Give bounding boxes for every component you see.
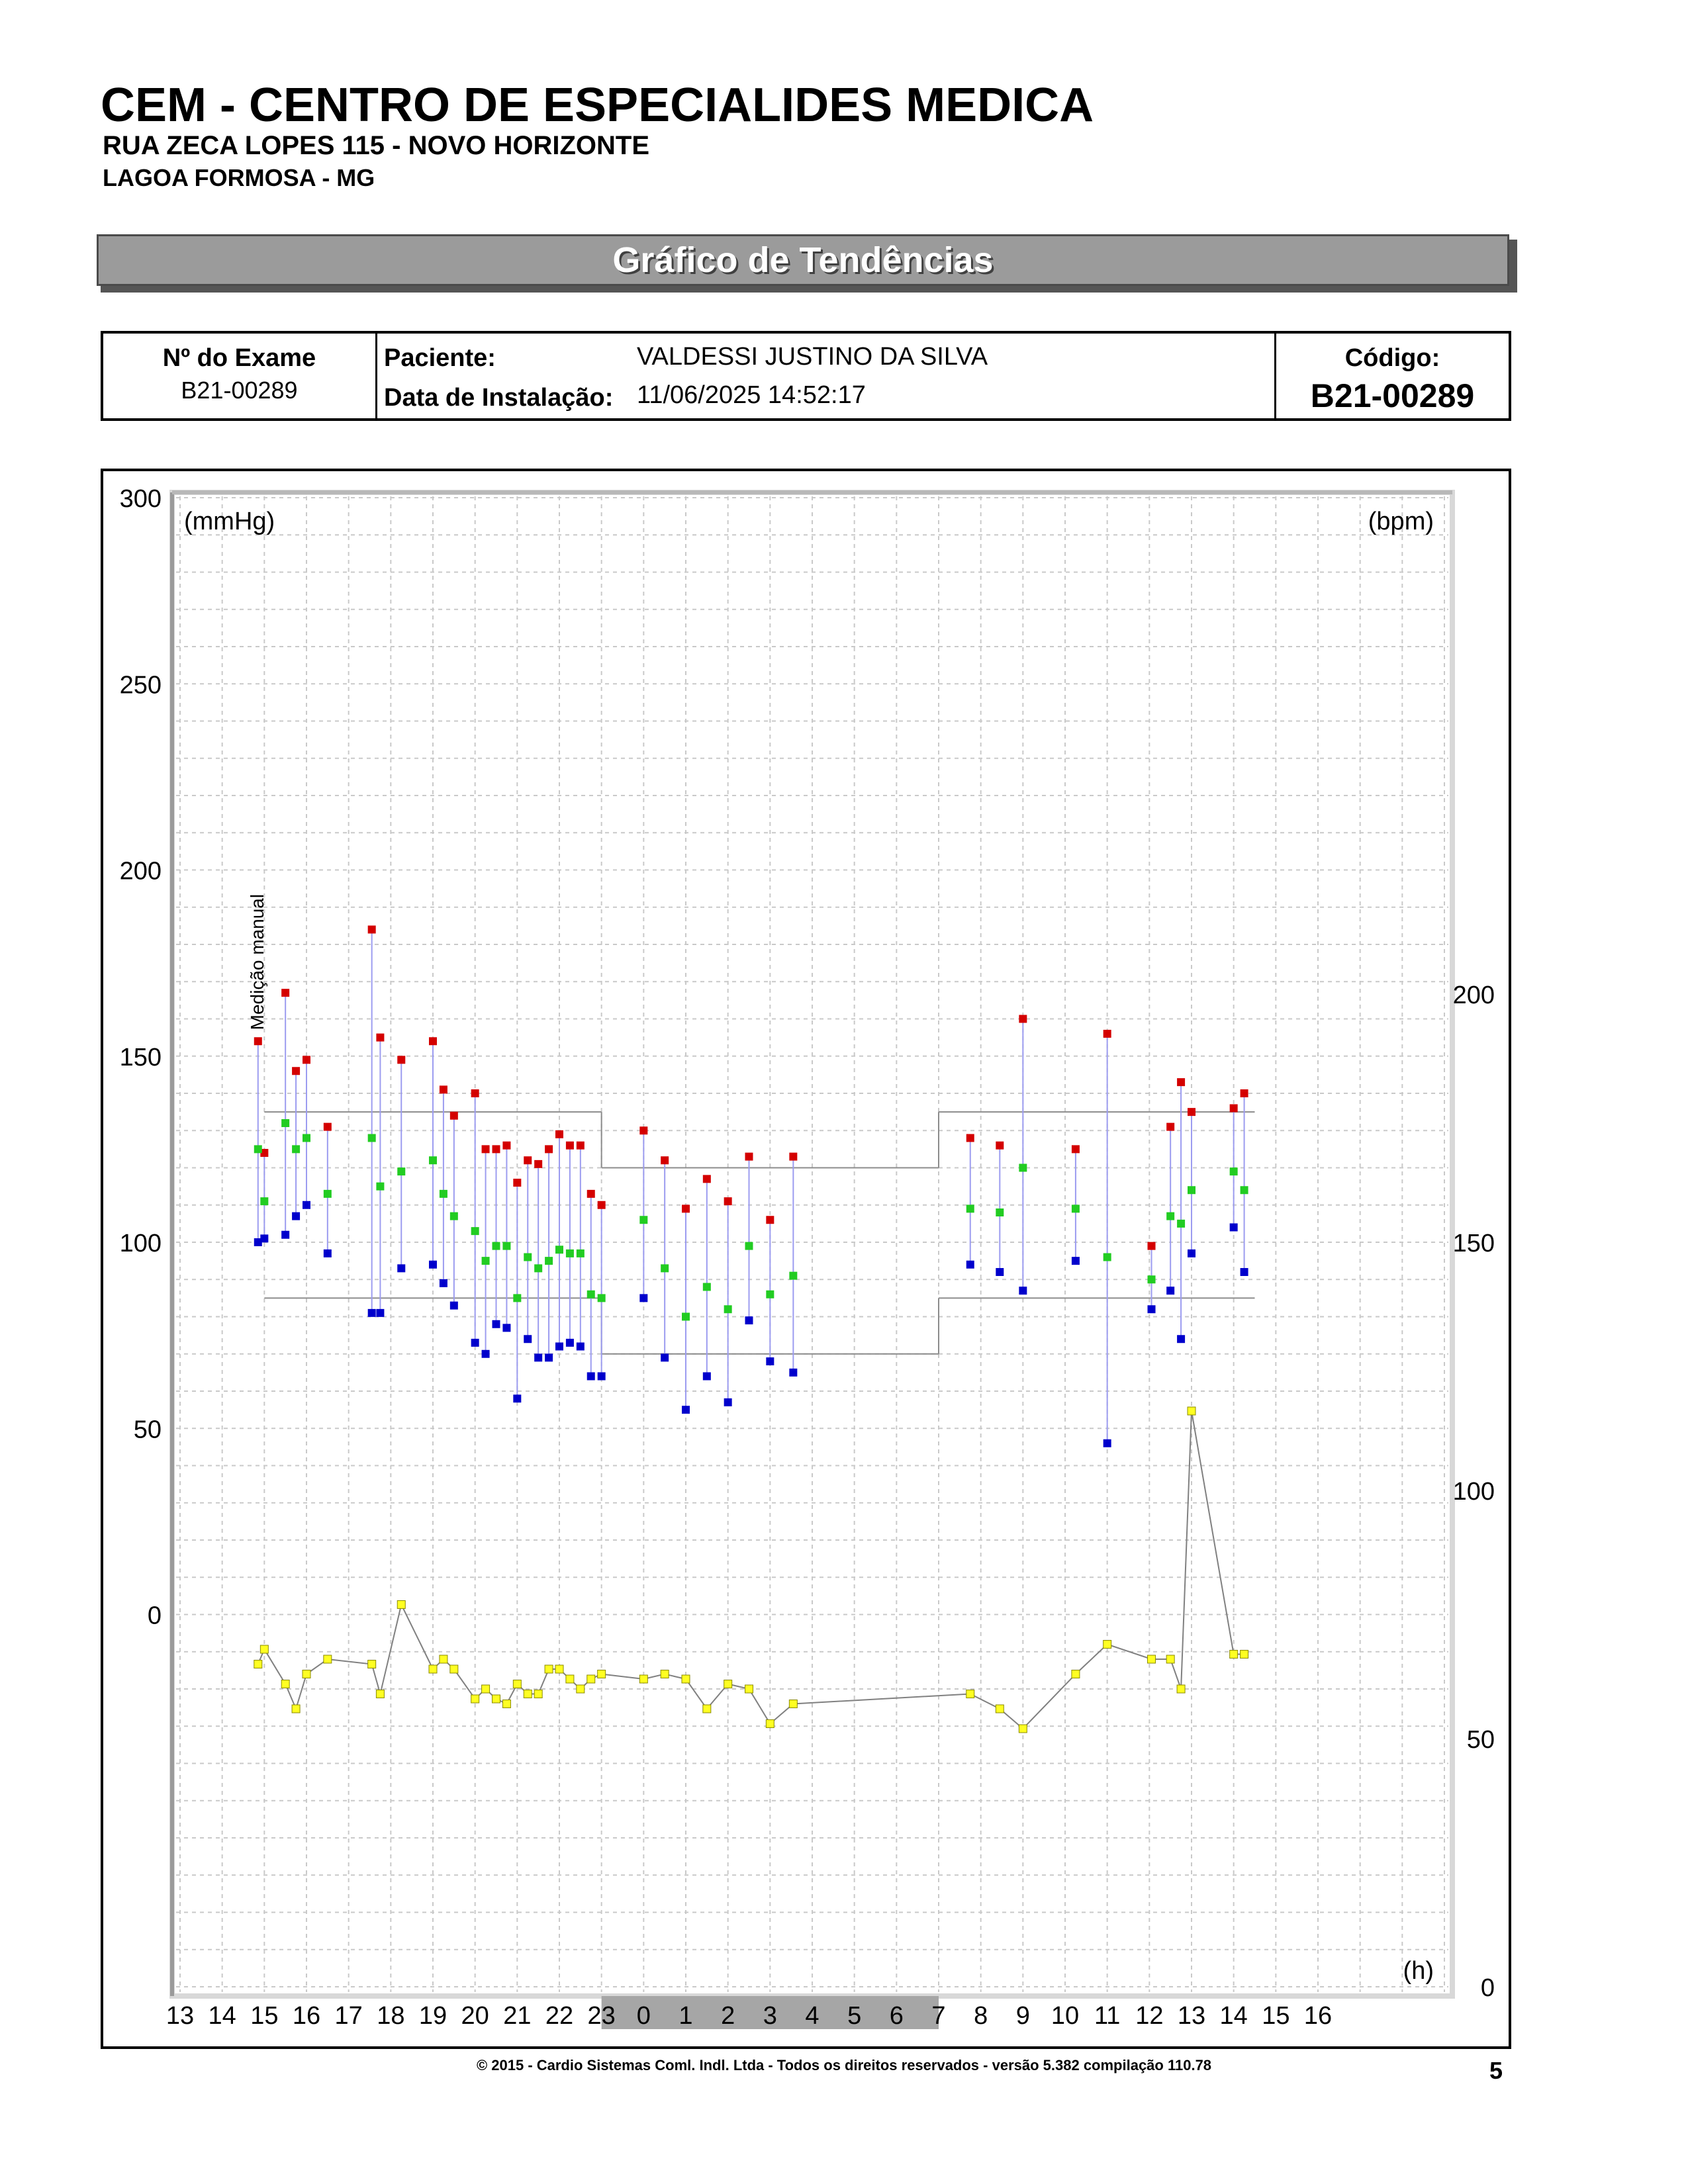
x-axis-tick-label: 3 [763, 2002, 777, 2030]
mean-point [482, 1257, 490, 1265]
x-axis-tick-label: 22 [545, 2002, 574, 2030]
mean-point [789, 1272, 797, 1280]
mean-point [745, 1242, 753, 1250]
systolic-point [598, 1201, 606, 1209]
heart-rate-point [482, 1685, 490, 1693]
heart-rate-point [703, 1705, 711, 1713]
diastolic-point [482, 1350, 490, 1358]
right-axis-tick-label: 0 [1480, 1974, 1495, 2002]
heart-rate-point [450, 1665, 458, 1673]
x-axis-tick-label: 13 [1177, 2002, 1206, 2030]
systolic-point [661, 1156, 669, 1164]
heart-rate-point [789, 1700, 797, 1708]
heart-rate-point [1072, 1670, 1080, 1678]
mean-point [1188, 1186, 1196, 1194]
mean-point [397, 1167, 405, 1175]
heart-rate-point [587, 1675, 595, 1683]
diastolic-point [397, 1264, 405, 1272]
diastolic-point [545, 1353, 553, 1361]
diastolic-point [376, 1309, 384, 1317]
x-axis-tick-label: 1 [679, 2002, 693, 2030]
heart-rate-point [376, 1690, 384, 1698]
heart-rate-point [996, 1705, 1004, 1713]
systolic-point [429, 1037, 437, 1045]
systolic-point [303, 1056, 310, 1064]
diastolic-point [996, 1268, 1004, 1276]
clinic-name: CEM - CENTRO DE ESPECIALIDES MEDICA [101, 79, 1094, 132]
diastolic-point [524, 1335, 532, 1343]
systolic-point [492, 1145, 500, 1153]
diastolic-point [966, 1261, 974, 1269]
mean-point [471, 1227, 479, 1235]
left-axis-tick-label: 50 [133, 1416, 162, 1444]
systolic-point [1072, 1145, 1080, 1153]
heart-rate-point [429, 1665, 437, 1673]
systolic-point [254, 1037, 262, 1045]
mean-point [545, 1257, 553, 1265]
left-axis-tick-label: 0 [147, 1602, 162, 1630]
diastolic-point [555, 1343, 563, 1351]
mean-point [534, 1264, 542, 1272]
diastolic-point [1148, 1305, 1156, 1313]
systolic-point [566, 1142, 574, 1150]
systolic-point [1241, 1089, 1248, 1097]
mean-point [766, 1291, 774, 1298]
heart-rate-point [534, 1690, 542, 1698]
heart-rate-point [513, 1680, 521, 1688]
x-axis-tick-label: 8 [974, 2002, 988, 2030]
heart-rate-point [577, 1685, 585, 1693]
systolic-point [545, 1145, 553, 1153]
left-axis-unit: (mmHg) [184, 508, 275, 535]
diastolic-point [450, 1302, 458, 1310]
x-axis-tick-label: 16 [292, 2002, 321, 2030]
diastolic-point [429, 1261, 437, 1269]
heart-rate-point [555, 1665, 563, 1673]
systolic-point [281, 989, 289, 997]
patient-name: VALDESSI JUSTINO DA SILVA [637, 343, 988, 371]
report-title: Gráfico de Tendências [612, 240, 994, 280]
x-axis-tick-label: 2 [721, 2002, 735, 2030]
heart-rate-point [1241, 1651, 1248, 1659]
mean-point [1072, 1205, 1080, 1212]
x-axis-tick-label: 21 [503, 2002, 532, 2030]
heart-rate-point [1166, 1655, 1174, 1663]
heart-rate-point [502, 1700, 510, 1708]
mean-point [1103, 1253, 1111, 1261]
heart-rate-point [368, 1661, 376, 1668]
systolic-point [1166, 1123, 1174, 1131]
heart-rate-point [1019, 1725, 1027, 1733]
report-banner [97, 234, 1509, 286]
heart-rate-point [397, 1601, 405, 1609]
systolic-point [502, 1142, 510, 1150]
x-axis-unit: (h) [1403, 1957, 1434, 1985]
mean-point [524, 1253, 532, 1261]
mean-point [1241, 1186, 1248, 1194]
heart-rate-point [254, 1661, 262, 1668]
heart-rate-point [440, 1655, 447, 1663]
x-axis-tick-label: 14 [1219, 2002, 1248, 2030]
x-axis-tick-label: 19 [418, 2002, 447, 2030]
diastolic-point [703, 1373, 711, 1381]
mean-point [1166, 1212, 1174, 1220]
code-value: B21-00289 [1310, 377, 1475, 414]
systolic-point [368, 926, 376, 934]
heart-rate-point [1188, 1407, 1196, 1415]
diastolic-point [368, 1309, 376, 1317]
right-axis-unit: (bpm) [1368, 508, 1434, 535]
heart-rate-point [566, 1675, 574, 1683]
install-date-value: 11/06/2025 14:52:17 [637, 381, 866, 409]
systolic-point [1148, 1242, 1156, 1250]
diastolic-point [789, 1369, 797, 1377]
mean-point [1019, 1164, 1027, 1172]
heart-rate-point [324, 1655, 332, 1663]
mean-point [254, 1145, 262, 1153]
x-axis-tick-label: 15 [250, 2002, 279, 2030]
systolic-point [440, 1085, 447, 1093]
x-axis-tick-label: 18 [377, 2002, 405, 2030]
clinic-address: RUA ZECA LOPES 115 - NOVO HORIZONTE [103, 131, 650, 160]
heart-rate-point [292, 1705, 300, 1713]
left-axis-tick-label: 100 [119, 1230, 162, 1257]
x-axis-tick-label: 11 [1094, 2002, 1121, 2030]
mean-point [724, 1305, 732, 1313]
systolic-point [513, 1179, 521, 1187]
x-axis-tick-label: 4 [805, 2002, 820, 2030]
mean-point [639, 1216, 647, 1224]
mean-point [513, 1294, 521, 1302]
x-axis-tick-label: 20 [461, 2002, 489, 2030]
mean-point [303, 1134, 310, 1142]
right-axis-tick-label: 50 [1466, 1726, 1495, 1754]
heart-rate-point [471, 1695, 479, 1703]
systolic-point [1230, 1105, 1238, 1113]
mean-point [682, 1313, 690, 1321]
diastolic-point [661, 1353, 669, 1361]
x-axis-tick-label: 13 [165, 2002, 195, 2030]
mean-point [502, 1242, 510, 1250]
systolic-point [577, 1142, 585, 1150]
systolic-point [397, 1056, 405, 1064]
systolic-point [1188, 1108, 1196, 1116]
right-axis-tick-label: 100 [1452, 1478, 1495, 1506]
systolic-point [1103, 1030, 1111, 1038]
heart-rate-point [598, 1670, 606, 1678]
mean-point [566, 1250, 574, 1257]
diastolic-point [1166, 1287, 1174, 1295]
mean-point [450, 1212, 458, 1220]
code-label: Código: [1344, 344, 1440, 372]
mean-point [440, 1190, 447, 1198]
systolic-point [471, 1089, 479, 1097]
x-axis-tick-label: 15 [1262, 2002, 1290, 2030]
mean-point [429, 1156, 437, 1164]
exam-info-table [101, 331, 1511, 421]
x-axis-tick-label: 6 [889, 2002, 904, 2030]
clinic-city: LAGOA FORMOSA - MG [103, 164, 375, 191]
diastolic-point [471, 1339, 479, 1347]
diastolic-point [513, 1394, 521, 1402]
mean-point [996, 1208, 1004, 1216]
exam-number-label: Nº do Exame [162, 344, 316, 372]
diastolic-point [724, 1398, 732, 1406]
mean-point [966, 1205, 974, 1212]
heart-rate-point [639, 1675, 647, 1683]
diastolic-point [440, 1279, 447, 1287]
heart-rate-point [1103, 1641, 1111, 1649]
heart-rate-point [1148, 1655, 1156, 1663]
mean-point [281, 1119, 289, 1127]
mean-point [376, 1183, 384, 1191]
mean-point [1148, 1275, 1156, 1283]
diastolic-point [566, 1339, 574, 1347]
exam-number-value: B21-00289 [181, 377, 298, 404]
systolic-point [639, 1126, 647, 1134]
systolic-point [1177, 1078, 1185, 1086]
mean-point [598, 1294, 606, 1302]
diastolic-point [1177, 1335, 1185, 1343]
right-axis-tick-label: 150 [1452, 1230, 1495, 1257]
page-number: 5 [1489, 2057, 1503, 2084]
diastolic-point [324, 1250, 332, 1257]
manual-measurement-annotation: Medição manual [246, 893, 267, 1030]
heart-rate-point [492, 1695, 500, 1703]
heart-rate-point [724, 1680, 732, 1688]
heart-rate-point [545, 1665, 553, 1673]
patient-label: Paciente: [384, 344, 496, 372]
diastolic-point [281, 1231, 289, 1239]
diastolic-point [766, 1357, 774, 1365]
chart-frame [101, 469, 1511, 2049]
install-date-label: Data de Instalação: [384, 384, 614, 412]
heart-rate-point [281, 1680, 289, 1688]
mean-point [703, 1283, 711, 1291]
left-axis-tick-label: 200 [119, 857, 162, 886]
mean-point [492, 1242, 500, 1250]
trend-chart [103, 471, 1509, 2046]
x-axis-tick-label: 0 [636, 2002, 651, 2030]
systolic-point [555, 1130, 563, 1138]
x-axis-tick-label: 5 [847, 2002, 862, 2030]
systolic-point [324, 1123, 332, 1131]
diastolic-point [1072, 1257, 1080, 1265]
diastolic-point [1241, 1268, 1248, 1276]
heart-rate-point [524, 1690, 532, 1698]
systolic-point [966, 1134, 974, 1142]
systolic-point [745, 1153, 753, 1161]
mean-point [324, 1190, 332, 1198]
left-axis-tick-label: 150 [119, 1043, 162, 1071]
diastolic-point [303, 1201, 310, 1209]
diastolic-point [587, 1373, 595, 1381]
systolic-point [587, 1190, 595, 1198]
diastolic-point [1230, 1224, 1238, 1232]
mean-point [555, 1246, 563, 1253]
x-axis-tick-label: 16 [1303, 2002, 1333, 2030]
mean-point [577, 1250, 585, 1257]
diastolic-point [745, 1316, 753, 1324]
systolic-point [724, 1197, 732, 1205]
diastolic-point [577, 1343, 585, 1351]
x-axis-tick-label: 7 [931, 2002, 946, 2030]
systolic-point [292, 1067, 300, 1075]
left-axis-tick-label: 300 [119, 485, 162, 513]
diastolic-point [1019, 1287, 1027, 1295]
heart-rate-point [1230, 1651, 1238, 1659]
diastolic-point [260, 1234, 268, 1242]
heart-rate-point [766, 1720, 774, 1728]
x-axis-tick-label: 10 [1051, 2002, 1080, 2030]
mean-point [1177, 1220, 1185, 1228]
mean-point [260, 1197, 268, 1205]
systolic-point [703, 1175, 711, 1183]
systolic-point [534, 1160, 542, 1168]
x-axis-tick-label: 17 [334, 2002, 363, 2030]
diastolic-point [292, 1212, 300, 1220]
systolic-point [376, 1034, 384, 1042]
heart-rate-point [260, 1645, 268, 1653]
diastolic-point [492, 1320, 500, 1328]
diastolic-point [534, 1353, 542, 1361]
systolic-point [766, 1216, 774, 1224]
systolic-point [682, 1205, 690, 1212]
copyright-footer: © 2015 - Cardio Sistemas Coml. Indl. Ltda - Todos os direitos reservados - versão 5.382 compilação 110.78 [476, 2057, 1212, 2073]
diastolic-point [502, 1324, 510, 1332]
x-axis-tick-label: 12 [1135, 2002, 1164, 2030]
systolic-point [789, 1153, 797, 1161]
diastolic-point [1188, 1250, 1196, 1257]
right-axis-tick-label: 200 [1452, 981, 1495, 1009]
diastolic-point [1103, 1439, 1111, 1447]
diastolic-point [598, 1373, 606, 1381]
mean-point [292, 1145, 300, 1153]
diastolic-point [639, 1294, 647, 1302]
systolic-point [524, 1156, 532, 1164]
heart-rate-point [745, 1685, 753, 1693]
mean-point [587, 1291, 595, 1298]
exam-number-cell [103, 334, 377, 418]
heart-rate-point [1177, 1685, 1185, 1693]
heart-rate-point [303, 1670, 310, 1678]
mean-point [1230, 1167, 1238, 1175]
heart-rate-point [966, 1690, 974, 1698]
diastolic-point [682, 1406, 690, 1414]
code-cell [1274, 334, 1509, 418]
x-axis-tick-label: 9 [1015, 2002, 1030, 2030]
systolic-point [482, 1145, 490, 1153]
left-axis-tick-label: 250 [119, 671, 162, 700]
x-axis-tick-label: 23 [587, 2002, 616, 2030]
heart-rate-point [682, 1675, 690, 1683]
heart-rate-point [661, 1670, 669, 1678]
systolic-point [1019, 1015, 1027, 1023]
x-axis-tick-label: 14 [208, 2002, 236, 2030]
mean-point [368, 1134, 376, 1142]
systolic-point [450, 1112, 458, 1120]
systolic-point [996, 1142, 1004, 1150]
mean-point [661, 1264, 669, 1272]
